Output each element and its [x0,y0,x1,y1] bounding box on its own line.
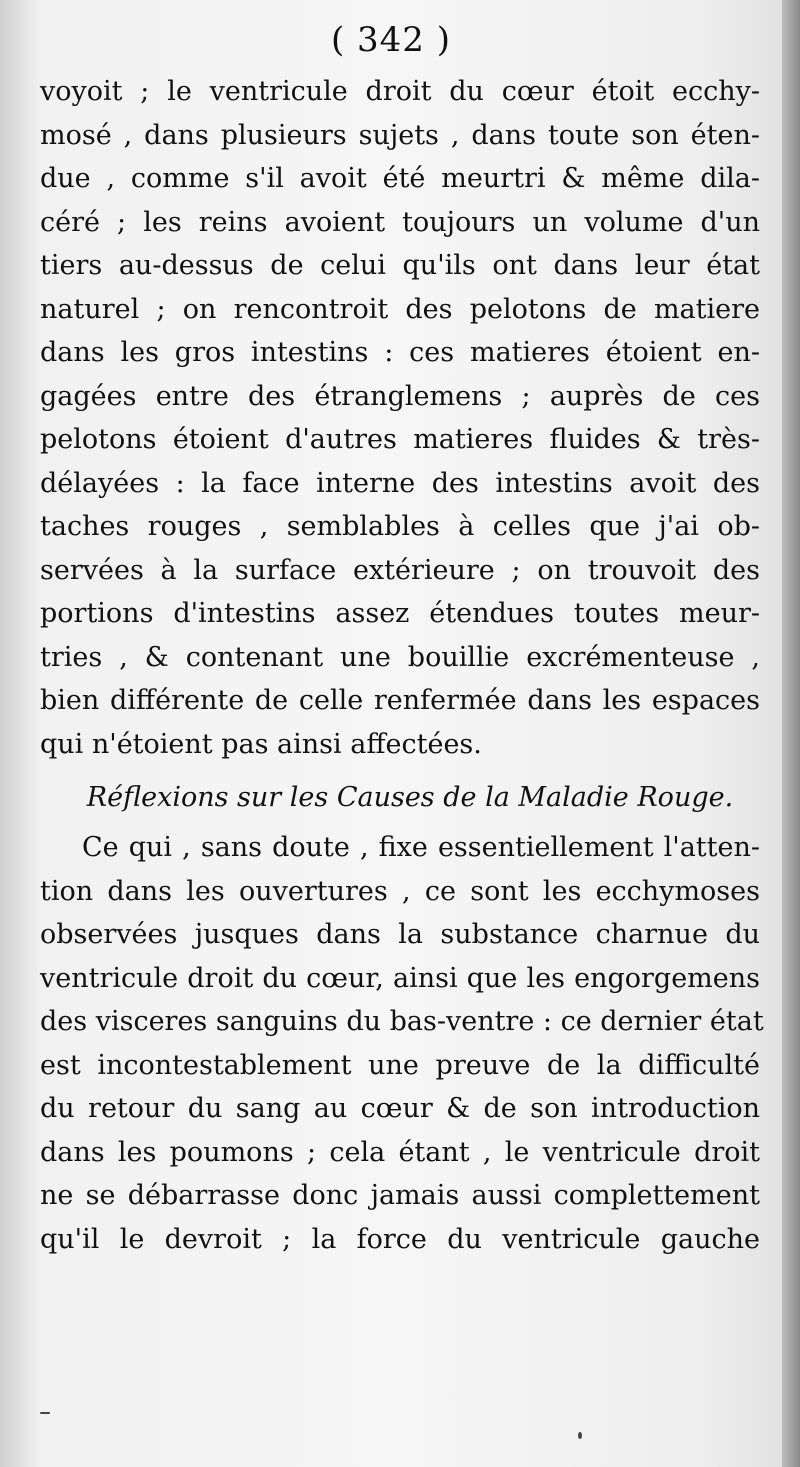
text-line: ne se débarrasse donc jamais aussi complettement [40,1180,760,1211]
text-line: dans les gros intestins : ces matieres étoient en- [40,337,760,368]
text-line: céré ; les reins avoient toujours un volume d'un [40,206,760,238]
text-line: qu'il le devroit ; la force du ventricule gauche [40,1223,760,1255]
text-line: qui n'étoient pas ainsi affectées. [40,728,482,760]
page-number: ( 342 ) [330,20,452,60]
paper-speck [578,1432,582,1439]
paper-speck [40,1412,50,1414]
text-line: Ce qui , sans doute , fixe essentiellement l'atten- [82,832,760,863]
paragraph-1 [40,70,760,766]
page-edge-shadow [782,0,800,1467]
text-line: voyoit ; le ventricule droit du cœur étoit ecchy- [40,76,760,107]
text-line: des visceres sanguins du bas-ventre : ce dernier état [40,1006,764,1037]
section-heading: Réflexions sur les Causes de la Maladie Rouge. [86,782,734,813]
text-line: naturel ; on rencontroit des pelotons de matiere [40,293,760,325]
text-line: tion dans les ouvertures , ce sont les ecchymoses [40,875,760,907]
text-line: dans les poumons ; cela étant , le ventricule droit [40,1136,760,1168]
text-line: portions d'intestins assez étendues toutes meur- [40,598,760,629]
text-line: tries , & contenant une bouillie excrémenteuse , [40,641,760,673]
paragraph-2 [40,826,764,1261]
text-line: tiers au-dessus de celui qu'ils ont dans leur état [40,250,760,281]
page-body [40,70,764,1261]
text-line: mosé , dans plusieurs sujets , dans toute son éten- [40,119,760,151]
text-line: pelotons étoient d'autres matieres fluides & très- [40,424,760,455]
text-line: bien différente de celle renfermée dans les espaces [40,685,760,716]
text-line: due , comme s'il avoit été meurtri & même dila- [40,163,760,194]
text-line: est incontestablement une preuve de la difficulté [40,1049,760,1081]
text-line: observées jusques dans la substance charnue du [40,919,760,950]
text-line: ventricule droit du cœur, ainsi que les engorgemens [40,962,760,994]
text-line: délayées : la face interne des intestins avoit des [40,467,760,499]
text-line: taches rouges , semblables à celles que j'ai ob- [40,511,760,542]
text-line: gagées entre des étranglemens ; auprès de ces [40,380,760,412]
text-line: servées à la surface extérieure ; on trouvoit des [40,554,760,586]
text-line: du retour du sang au cœur & de son introduction [40,1093,760,1124]
